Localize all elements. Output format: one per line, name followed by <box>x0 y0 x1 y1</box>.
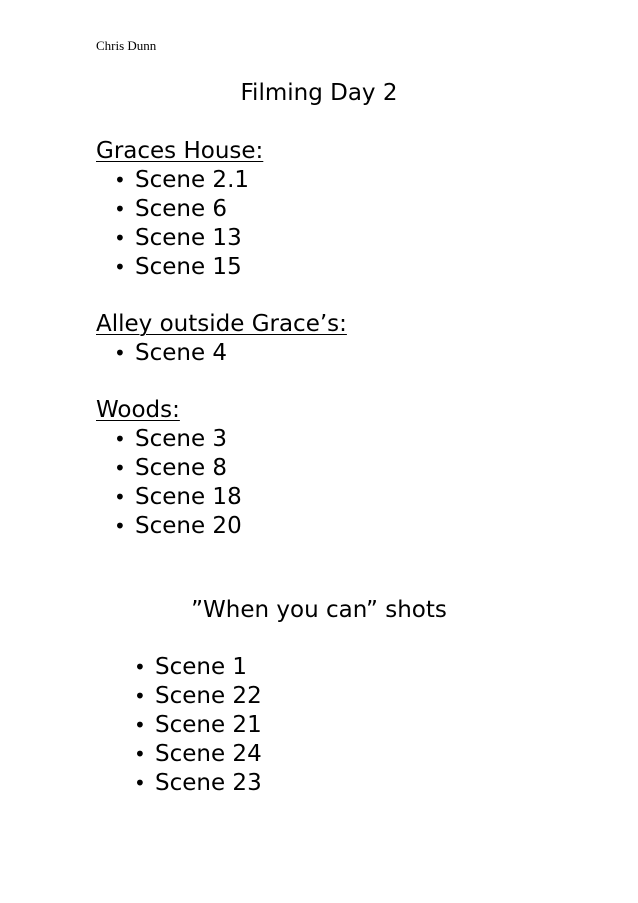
scene-list <box>96 166 263 282</box>
list-item <box>96 454 242 483</box>
list-item <box>116 740 262 769</box>
scene-label: Scene 1 <box>155 654 248 680</box>
bullet-icon: • <box>114 255 126 279</box>
list-item <box>96 195 263 224</box>
bullet-icon: • <box>134 742 146 766</box>
bullet-icon: • <box>134 684 146 708</box>
scene-label: Scene 22 <box>155 683 262 709</box>
header-author: Chris Dunn <box>96 38 157 53</box>
bullet-icon: • <box>114 226 126 250</box>
section-heading: Graces House: <box>96 138 264 164</box>
scene-label: Scene 3 <box>135 426 228 452</box>
bullet-icon: • <box>114 485 126 509</box>
scene-label: Scene 18 <box>135 484 242 510</box>
list-item <box>96 253 263 282</box>
section-heading: Alley outside Grace’s: <box>96 311 347 337</box>
bullet-icon: • <box>114 197 126 221</box>
list-item <box>96 339 347 368</box>
section-woods <box>96 395 242 541</box>
list-item <box>96 483 242 512</box>
list-item <box>116 682 262 711</box>
bullet-icon: • <box>134 655 146 679</box>
scene-label: Scene 4 <box>135 340 228 366</box>
list-item <box>96 512 242 541</box>
scene-label: Scene 23 <box>155 770 262 796</box>
scene-label: Scene 20 <box>135 513 242 539</box>
scene-label: Scene 8 <box>135 455 228 481</box>
list-item <box>116 653 262 682</box>
list-item <box>96 224 263 253</box>
scene-list <box>96 339 347 368</box>
scene-list <box>96 425 242 541</box>
scene-label: Scene 24 <box>155 741 262 767</box>
list-item <box>96 166 263 195</box>
scene-label: Scene 15 <box>135 254 242 280</box>
scene-label: Scene 6 <box>135 196 228 222</box>
scene-label: Scene 2.1 <box>135 167 250 193</box>
scene-list <box>116 653 262 798</box>
bullet-icon: • <box>114 514 126 538</box>
list-item <box>116 711 262 740</box>
bullet-icon: • <box>114 341 126 365</box>
section-heading: Woods: <box>96 397 180 423</box>
bullet-icon: • <box>134 771 146 795</box>
section-when-you-can <box>116 653 262 798</box>
section-graces-house <box>96 136 263 282</box>
bullet-icon: • <box>114 168 126 192</box>
section-alley <box>96 309 347 368</box>
document-title: Filming Day 2 <box>240 80 398 106</box>
when-you-can-heading: ”When you can” shots <box>191 597 447 623</box>
list-item <box>116 769 262 798</box>
bullet-icon: • <box>134 713 146 737</box>
bullet-icon: • <box>114 427 126 451</box>
scene-label: Scene 13 <box>135 225 242 251</box>
scene-label: Scene 21 <box>155 712 262 738</box>
list-item <box>96 425 242 454</box>
bullet-icon: • <box>114 456 126 480</box>
